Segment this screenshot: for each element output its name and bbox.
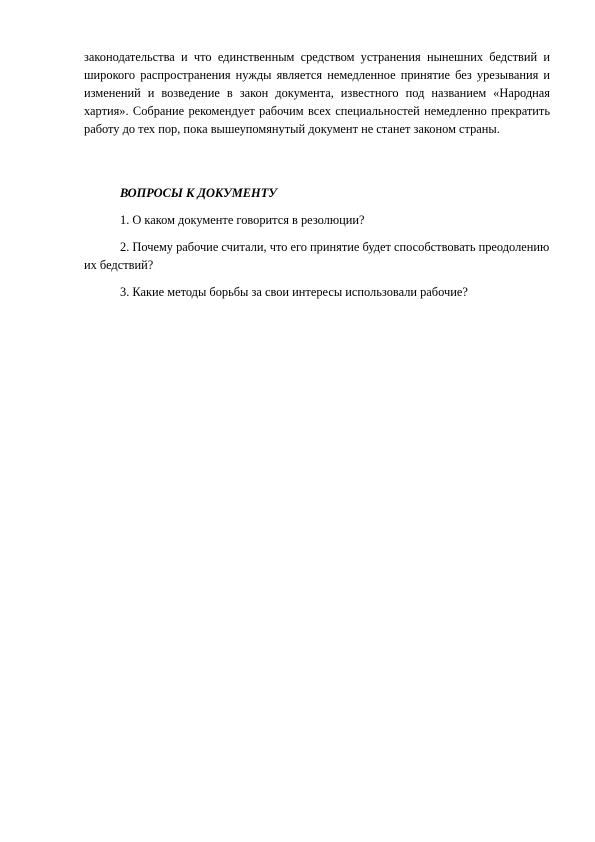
question-item: 2. Почему рабочие считали, что его принятие будет способствовать преодолению их бедствий? xyxy=(84,240,550,272)
question-item: 3. Какие методы борьбы за свои интересы использовали рабочие? xyxy=(120,285,468,299)
questions-heading: ВОПРОСЫ К ДОКУМЕНТУ xyxy=(120,186,277,200)
question-item: 1. О каком документе говорится в резолюции? xyxy=(120,213,365,227)
resolution-paragraph: законодательства и что единственным средством устранения нынешних бедствий и широкого распространения нужды является немедленное принятие без урезывания и изменений и возведение в закон документа, известного под названием «Народная хартия». Собрание рекомендует рабочим всех специальностей немедленно прекратить работу до тех пор, пока вышеупомянутый документ не станет законом страны. xyxy=(84,50,550,136)
